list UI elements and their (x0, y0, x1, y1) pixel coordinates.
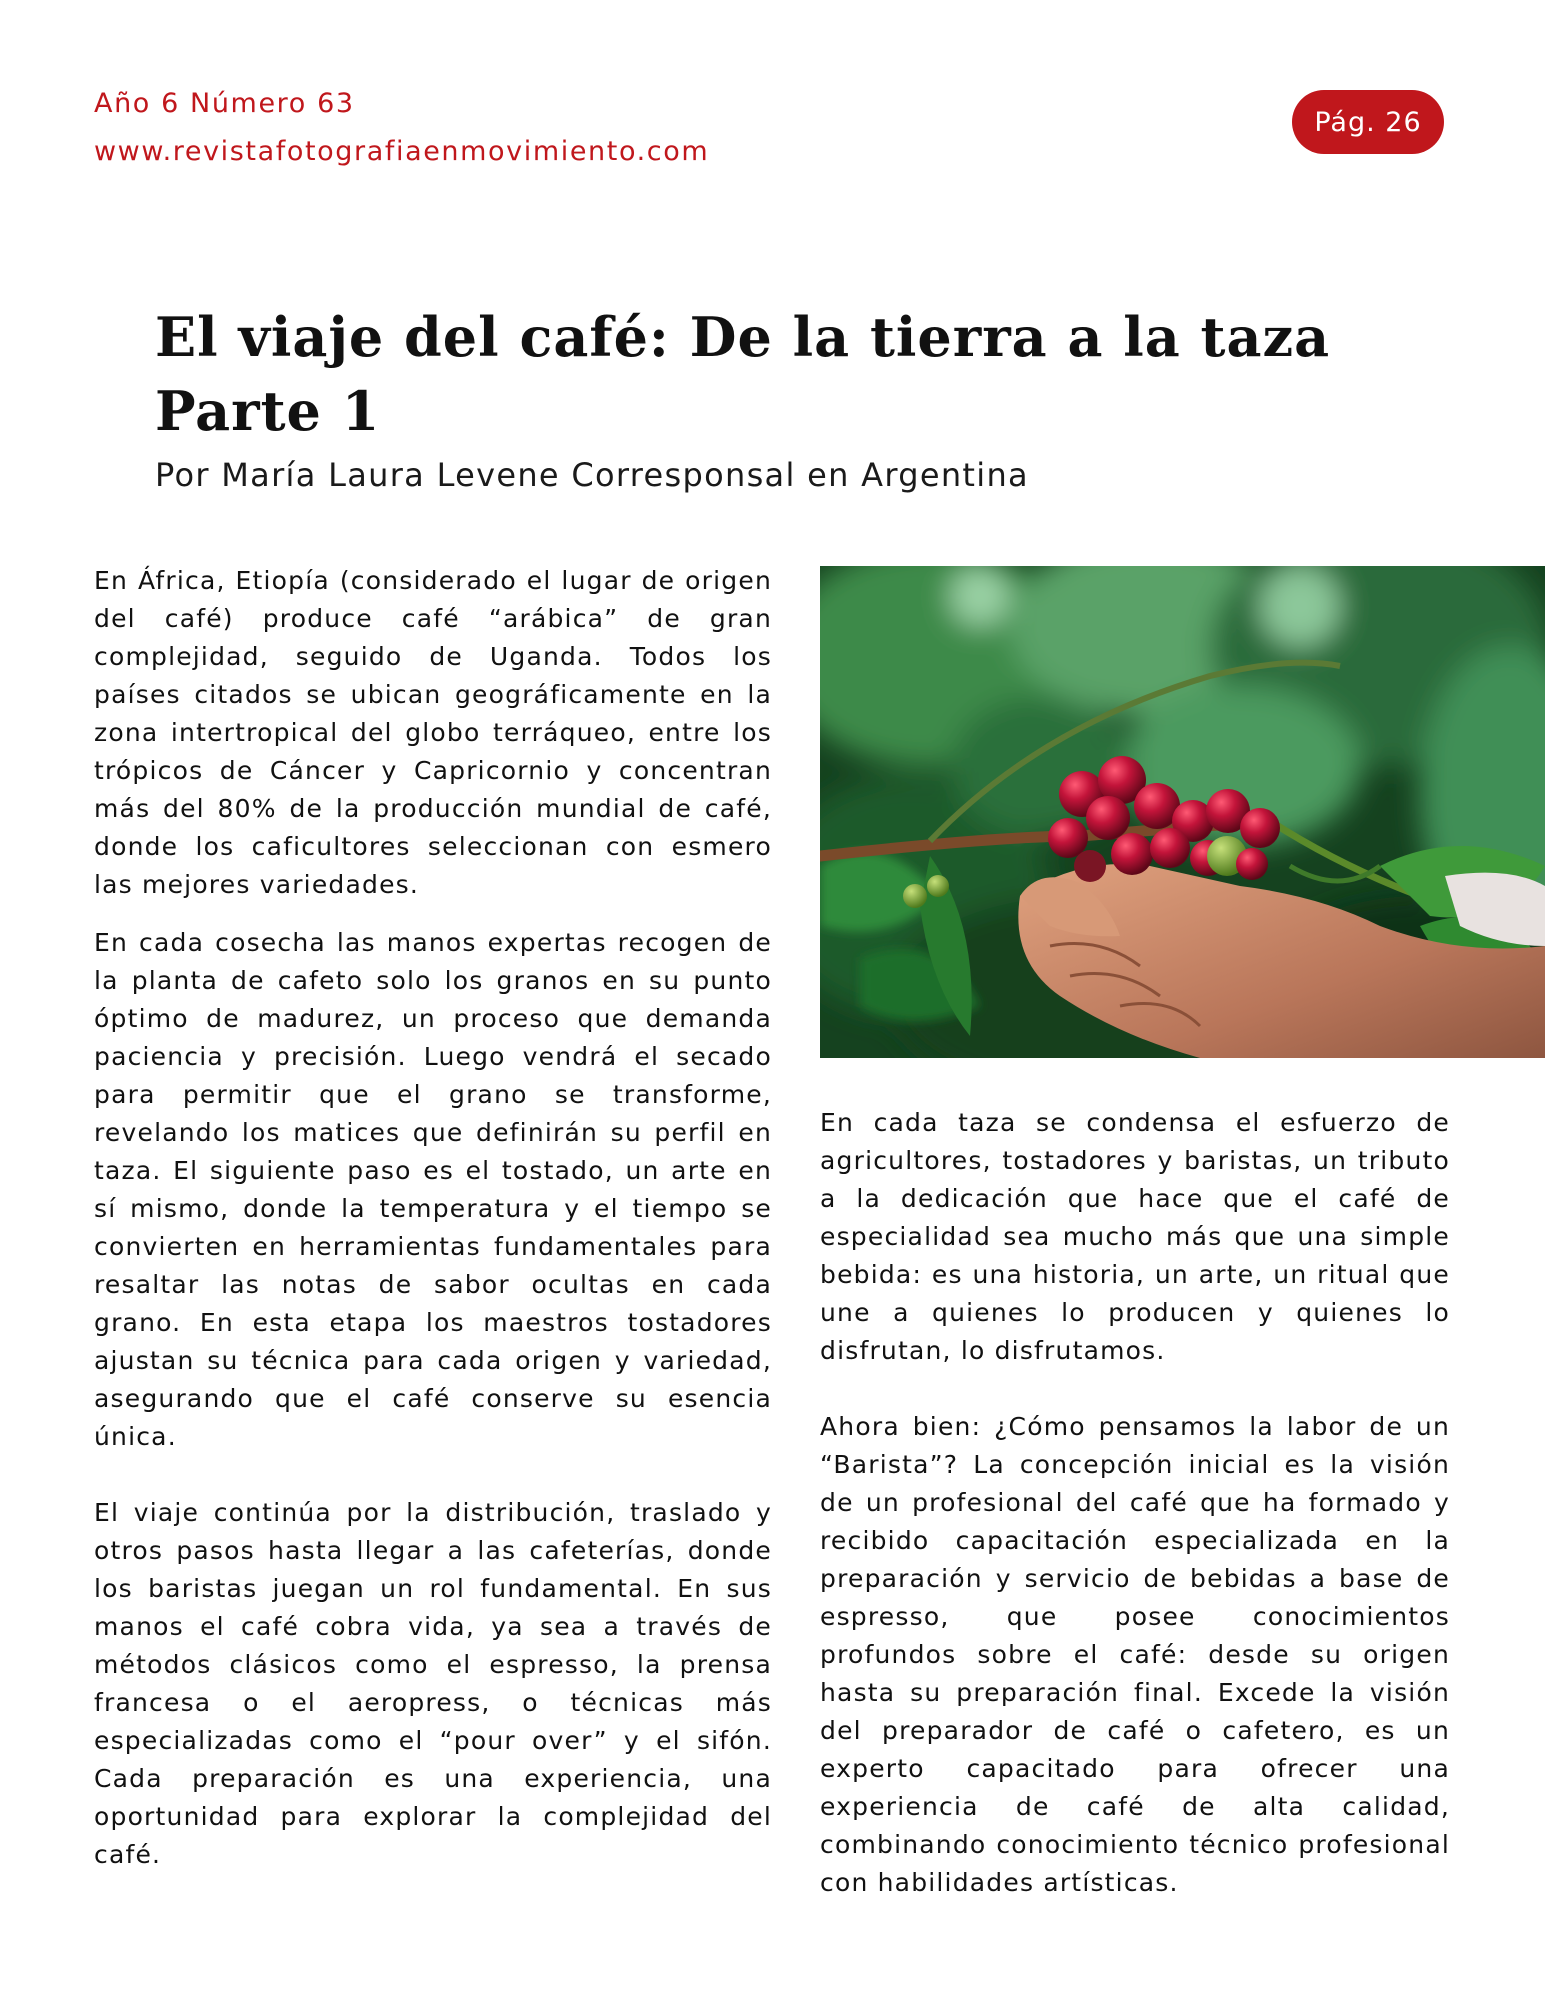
paragraph-journey: El viaje continúa por la distribución, traslado y otros pasos hasta llegar a las cafeterías, donde los baristas juegan un rol fundamental. En sus manos el café cobra vida, ya sea a través de métodos clásicos como el espresso, la prensa francesa o el aeropress, o técnicas más especializadas como el “pour over” y el sifón. Cada preparación es una experiencia, una oportunidad para explorar la complejidad del café. (94, 1498, 772, 1869)
magazine-url[interactable]: www.revistafotografiaenmovimiento.com (94, 136, 710, 167)
page-number-badge: Pág. 26 (1292, 90, 1444, 154)
paragraph-barista: Ahora bien: ¿Cómo pensamos la labor de un “Barista”? La concepción inicial es la visión de un profesional del café que ha formado y recibido capacitación especializada en la preparación y servicio de bebidas a base de espresso, que posee conocimientos profundos sobre el café: desde su origen hasta su preparación final. Excede la visión del preparador de café o cafetero, es un experto capacitado para ofrecer una experiencia de café de alta calidad, combinando conocimiento técnico profesional con habilidades artísticas. (820, 1412, 1450, 1897)
right-column (820, 1104, 1450, 1902)
left-column (94, 562, 772, 1874)
paragraph-africa: En África, Etiopía (considerado el lugar de origen del café) produce café “arábica” de gran complejidad, seguido de Uganda. Todos los países citados se ubican geográficamente en la zona intertropical del globo terráqueo, entre los trópicos de Cáncer y Capricornio y concentran más del 80% de la producción mundial de café, donde los caficultores seleccionan con esmero las mejores variedades. (94, 566, 772, 899)
issue-number: Año 6 Número 63 (94, 88, 355, 119)
paragraph-harvest: En cada cosecha las manos expertas recogen de la planta de cafeto solo los granos en su punto óptimo de madurez, un proceso que demanda paciencia y precisión. Luego vendrá el secado para permitir que el grano se transforme, revelando los matices que definirán su perfil en taza. El siguiente paso es el tostado, un arte en sí mismo, donde la temperatura y el tiempo se convierten en herramientas fundamentales para resaltar las notas de sabor ocultas en cada grano. En esta etapa los maestros tostadores ajustan su técnica para cada origen y variedad, asegurando que el café conserve su esencia única. (94, 928, 772, 1451)
article-title-line-2: Parte 1 (155, 379, 381, 443)
article-byline: Por María Laura Levene Corresponsal en Argentina (155, 456, 1029, 494)
paragraph-cup: En cada taza se condensa el esfuerzo de agricultores, tostadores y baristas, un tributo a la dedicación que hace que el café de especialidad sea mucho más que una simple bebida: es una historia, un arte, un ritual que une a quienes lo producen y quienes lo disfrutan, lo disfrutamos. (820, 1108, 1450, 1365)
article-title-line-1: El viaje del café: De la tierra a la taza (155, 305, 1331, 369)
article-title (155, 300, 1330, 448)
coffee-cherries-photo (820, 566, 1545, 1058)
